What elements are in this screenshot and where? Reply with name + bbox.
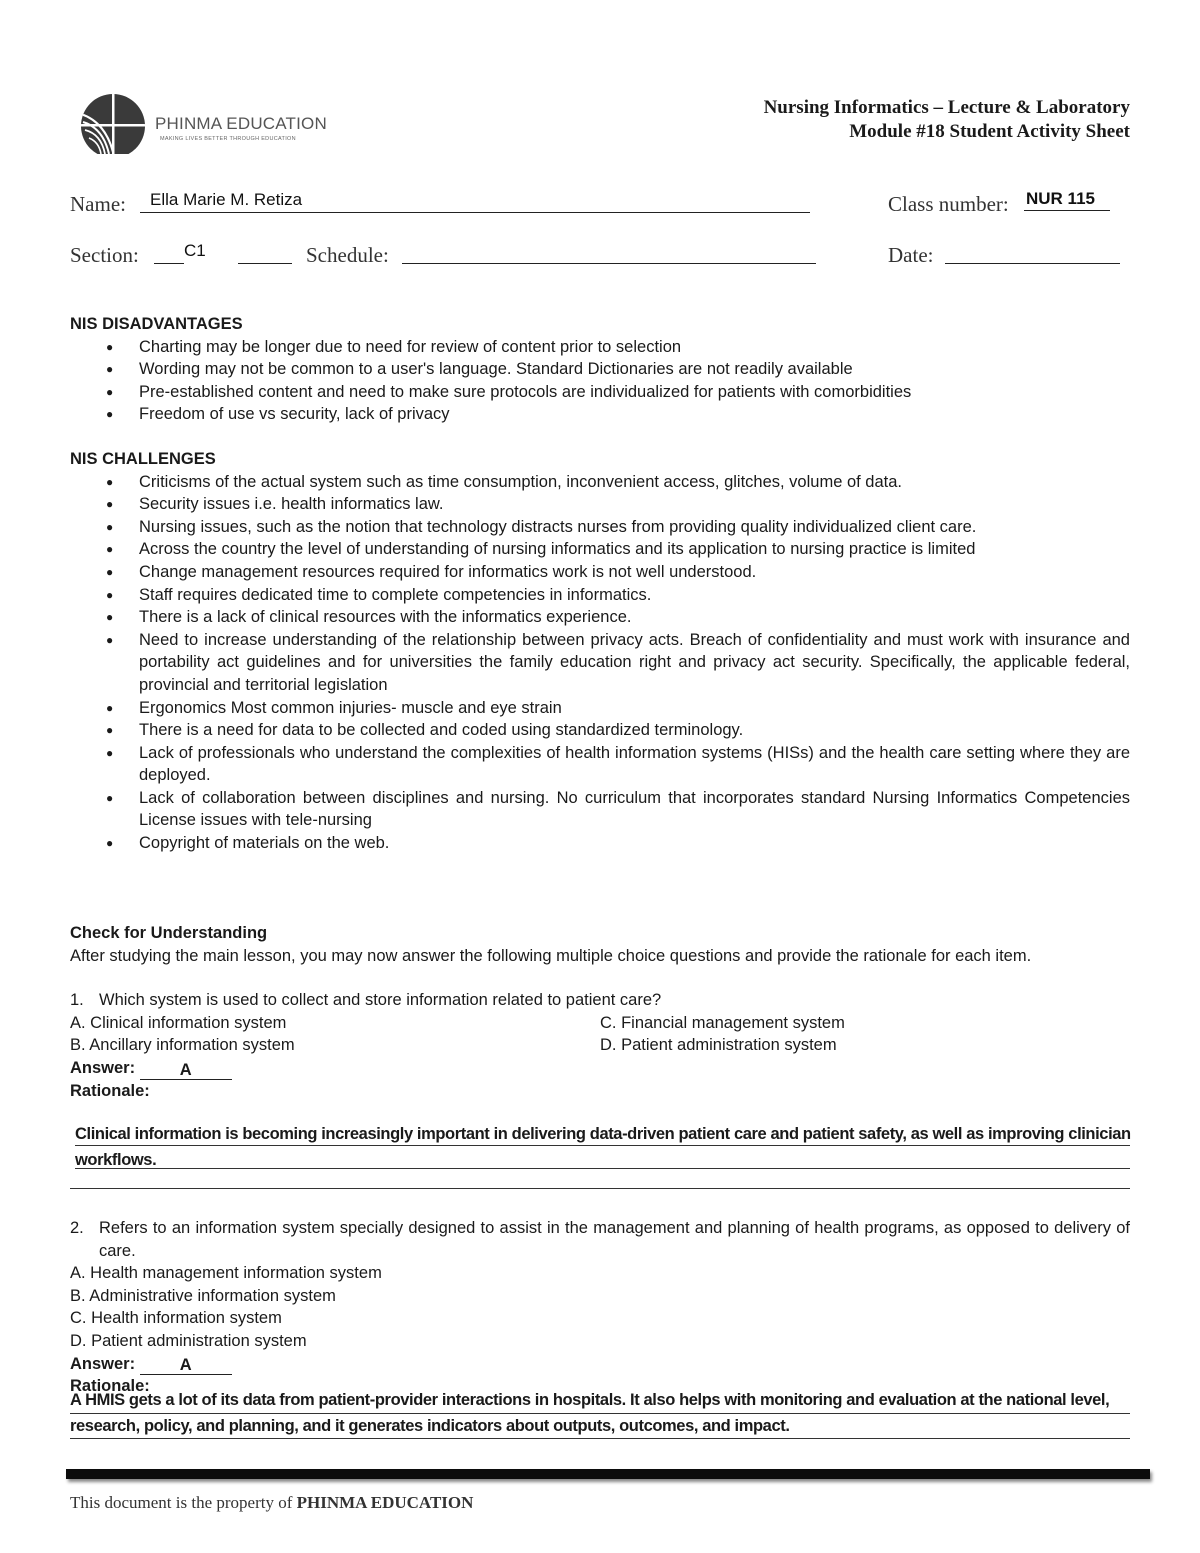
nis-content — [70, 313, 1130, 855]
list-item: ● Security issues i.e. health informatics law. — [70, 493, 1130, 516]
rationale-line — [75, 1168, 1130, 1169]
name-field[interactable] — [140, 192, 810, 213]
rationale-line — [75, 1145, 1130, 1146]
class-number-value: NUR 115 — [1026, 189, 1095, 208]
section-label: Section: — [70, 243, 139, 267]
q1-options-row — [70, 1012, 1130, 1035]
rationale-label: Rationale: — [70, 1377, 150, 1396]
q2-rationale[interactable]: A HMIS gets a lot of its data from patient-provider interactions in hospitals. It also helps with monitoring and evaluation at the national level, research, policy, and planning, and it generates indicators about outputs, outcomes, and impact. — [70, 1391, 1110, 1435]
list-item: ● There is a lack of clinical resources with the informatics experience. — [70, 606, 1130, 629]
answer-label: Answer: — [70, 1354, 136, 1373]
disadvantages-list — [70, 336, 1130, 426]
option-d[interactable]: D. Patient administration system — [70, 1331, 307, 1350]
q1-options-row — [70, 1034, 1130, 1057]
date-label: Date: — [888, 243, 934, 267]
q1-rationale[interactable]: Clinical information is becoming increasingly important in delivering data-driven patient care and patient safety, as well as improving clinician workflows. — [75, 1125, 1131, 1169]
check-section — [70, 922, 1130, 1102]
option-a[interactable]: A. Clinical information system — [70, 1013, 287, 1032]
check-instructions: After studying the main lesson, you may now answer the following multiple choice questions and provide the rationale for each item. — [70, 946, 1032, 965]
list-item: ● Staff requires dedicated time to complete competencies in informatics. — [70, 584, 1130, 607]
footer-owner: PHINMA EDUCATION — [296, 1493, 474, 1512]
rationale-line — [70, 1438, 1130, 1439]
question-number: 1. — [70, 991, 84, 1010]
name-value: Ella Marie M. Retiza — [150, 190, 303, 209]
logo-tagline: MAKING LIVES BETTER THROUGH EDUCATION — [160, 136, 296, 142]
rationale-line — [70, 1413, 1130, 1414]
module-title: Module #18 Student Activity Sheet — [849, 121, 1130, 142]
answer-label: Answer: — [70, 1058, 136, 1077]
q1-answer-field[interactable]: A — [140, 1059, 232, 1080]
option-b[interactable]: B. Administrative information system — [70, 1286, 336, 1305]
list-item: ● Lack of professionals who understand the complexities of health information systems (HISs) and the health care setting where they are deployed. — [70, 742, 1130, 787]
question-2 — [70, 1217, 1130, 1262]
footer-prefix: This document is the property of — [70, 1493, 293, 1512]
challenges-list — [70, 471, 1130, 855]
rationale-line — [70, 1188, 1130, 1189]
date-field[interactable] — [945, 243, 1120, 264]
list-item: ● Copyright of materials on the web. — [70, 832, 1130, 855]
disadvantages-heading: NIS DISADVANTAGES — [70, 315, 243, 333]
rationale-label: Rationale: — [70, 1081, 150, 1100]
class-number-label: Class number: — [888, 192, 1009, 216]
section-field[interactable] — [154, 241, 206, 264]
question-text: Refers to an information system specially designed to assist in the management and planning of health programs, as opposed to delivery of care. — [99, 1219, 1130, 1260]
list-item: ● Lack of collaboration between disciplines and nursing. No curriculum that incorporates standard Nursing Informatics Competencies License issues with tele-nursing — [70, 787, 1130, 832]
list-item: ● Need to increase understanding of the relationship between privacy acts. Breach of confidentiality and must work with insurance and portability act guidelines and for universities the family education right and privacy act security. Specifically, the applicable federal, provincial and territorial legislation — [70, 629, 1130, 697]
footer-bar — [66, 1469, 1150, 1479]
list-item: ● Criticisms of the actual system such as time consumption, inconvenient access, glitches, volume of data. — [70, 471, 1130, 494]
schedule-field[interactable] — [402, 243, 816, 264]
list-item: ● Freedom of use vs security, lack of privacy — [70, 403, 1130, 426]
q2-answer-row — [70, 1353, 1130, 1376]
section-value: C1 — [184, 241, 206, 260]
list-item: ● Pre-established content and need to make sure protocols are individualized for patients with comorbidities — [70, 381, 1130, 404]
challenges-heading: NIS CHALLENGES — [70, 449, 216, 468]
name-label: Name: — [70, 192, 126, 216]
option-b[interactable]: B. Ancillary information system — [70, 1036, 295, 1055]
question-text: Which system is used to collect and store information related to patient care? — [99, 991, 662, 1010]
list-item: ● Nursing issues, such as the notion that technology distracts nurses from providing quality individualized client care. — [70, 516, 1130, 539]
option-d[interactable]: D. Patient administration system — [600, 1036, 837, 1055]
section-field-extension — [238, 243, 292, 264]
question-number: 2. — [70, 1219, 84, 1237]
question-2-section — [70, 1217, 1130, 1398]
list-item: ● Wording may not be common to a user's language. Standard Dictionaries are not readily available — [70, 358, 1130, 381]
option-c[interactable]: C. Financial management system — [600, 1013, 845, 1032]
question-1 — [70, 989, 1130, 1012]
footer-text — [70, 1493, 473, 1513]
list-item: ● Change management resources required for informatics work is not well understood. — [70, 561, 1130, 584]
option-a[interactable]: A. Health management information system — [70, 1264, 382, 1283]
class-number-field[interactable] — [1024, 189, 1110, 211]
list-item: ● There is a need for data to be collected and coded using standardized terminology. — [70, 719, 1130, 742]
course-title: Nursing Informatics – Lecture & Laboratory — [763, 97, 1130, 118]
q1-answer-row — [70, 1057, 1130, 1080]
list-item: ● Charting may be longer due to need for review of content prior to selection — [70, 336, 1130, 359]
check-heading: Check for Understanding — [70, 924, 268, 942]
option-c[interactable]: C. Health information system — [70, 1309, 282, 1328]
list-item: ● Ergonomics Most common injuries- muscle and eye strain — [70, 697, 1130, 720]
q2-answer-field[interactable]: A — [140, 1354, 232, 1375]
logo-name: PHINMA EDUCATION — [155, 114, 327, 133]
schedule-label: Schedule: — [306, 243, 389, 267]
list-item: ● Across the country the level of understanding of nursing informatics and its application to nursing practice is limited — [70, 538, 1130, 561]
